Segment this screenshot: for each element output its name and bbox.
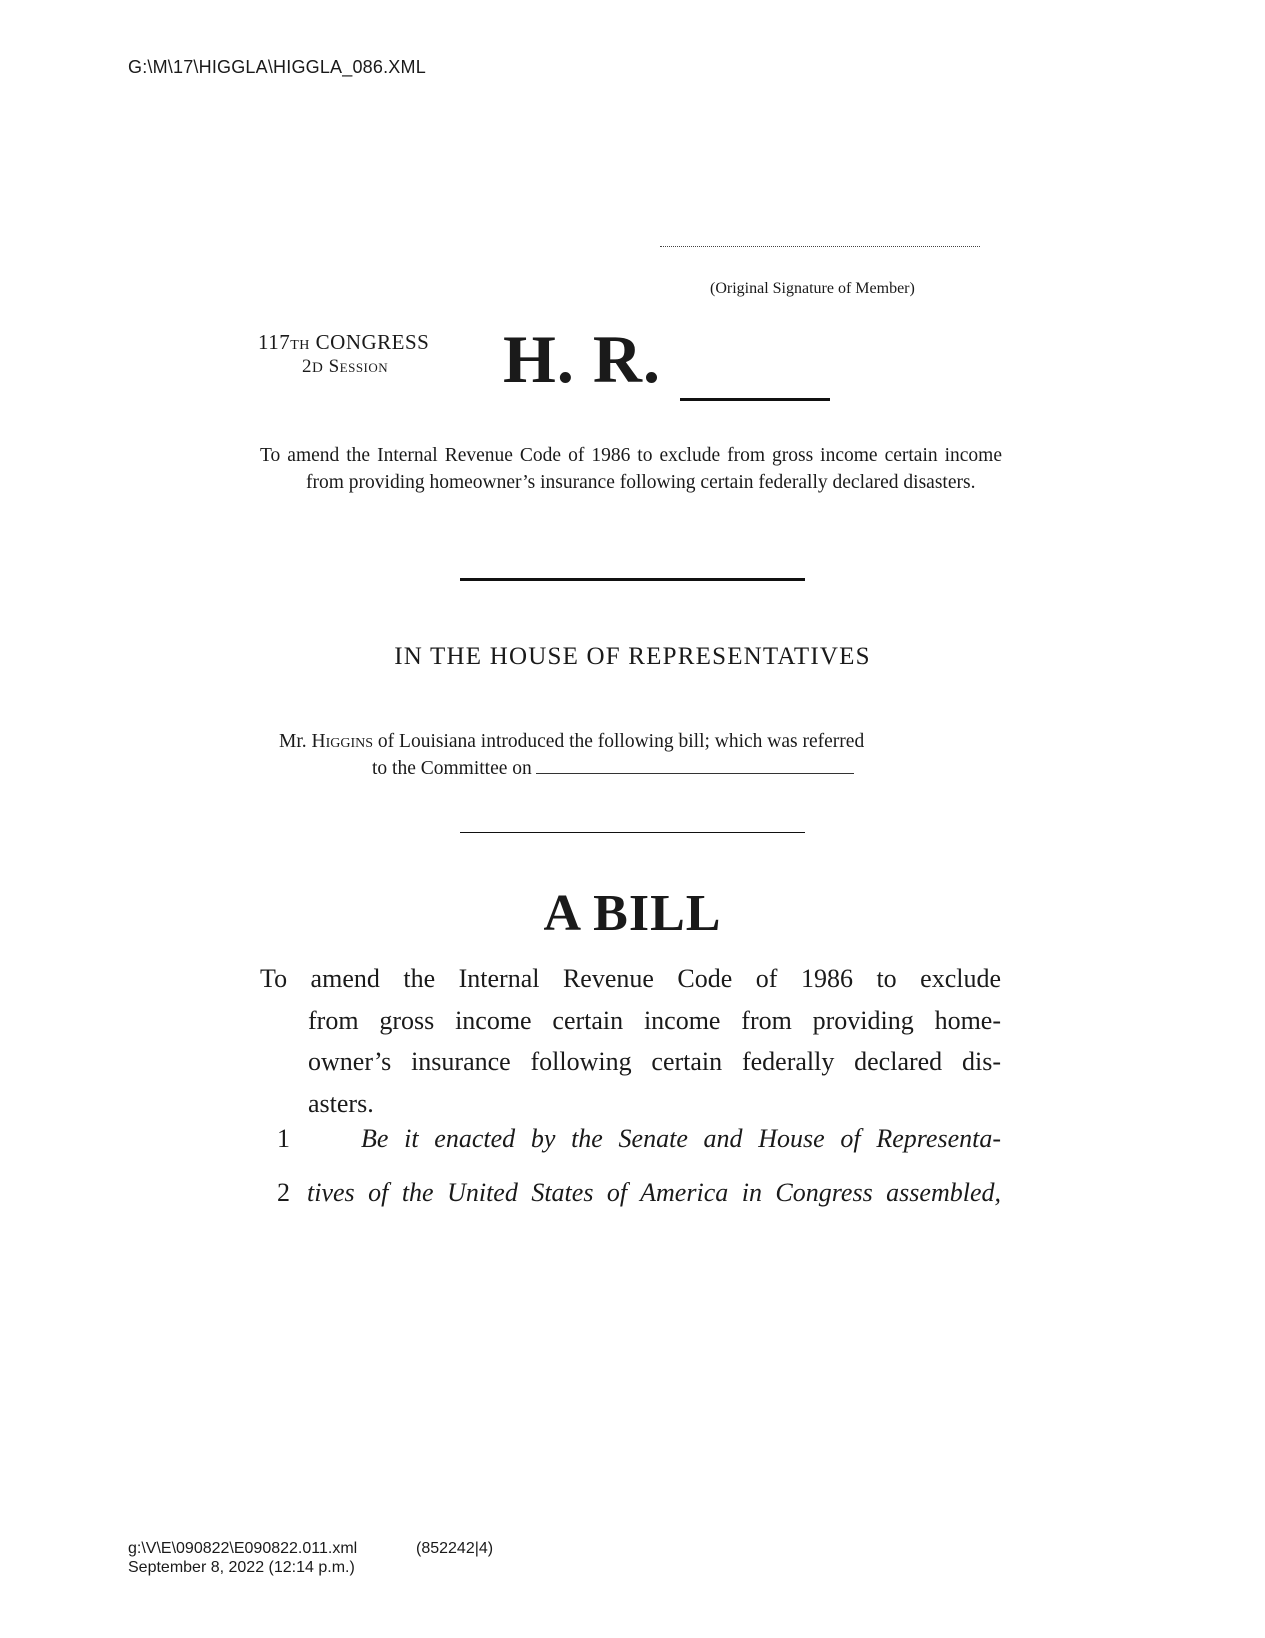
member-name: Higgins	[311, 731, 374, 752]
session-label	[302, 356, 388, 378]
footer-doc-code: (852242|4)	[416, 1540, 494, 1557]
introduction	[279, 728, 985, 782]
signature-line	[660, 246, 980, 247]
long-title-line-4: asters.	[308, 1088, 374, 1118]
divider-rule-bottom	[460, 832, 805, 833]
long-title	[260, 958, 1001, 1124]
divider-rule-top	[460, 578, 805, 581]
session-word: Session	[328, 356, 389, 377]
long-title-line-2: from gross income certain income from providing home-	[308, 1005, 1001, 1035]
enacting-text: Be it enacted by the Senate and House of Representa-	[361, 1124, 1001, 1153]
long-title-line-1: To amend the Internal Revenue Code of 1986 to exclude	[260, 964, 1001, 993]
long-title-line-3: owner’s insurance following certain federally declared dis-	[308, 1047, 1001, 1076]
short-title-line-3: federally declared disasters.	[758, 472, 976, 493]
congress-number: 117	[258, 330, 291, 354]
bill-number-blank	[680, 398, 830, 401]
enacting-text: tives of the United States of America in Congress assembled,	[307, 1178, 1001, 1207]
congress-word: CONGRESS	[315, 330, 430, 354]
line-number: 2	[277, 1178, 290, 1207]
session-suffix: D	[312, 360, 324, 376]
line-number: 1	[277, 1124, 290, 1153]
intro-text-2: to the Committee on	[372, 758, 532, 779]
bill-type: H. R.	[503, 321, 661, 397]
short-title	[260, 442, 1002, 496]
chamber-heading: IN THE HOUSE OF REPRESENTATIVES	[394, 643, 871, 670]
footer-xml-path: g:\V\E\090822\E090822.011.xml	[128, 1540, 358, 1557]
intro-text-1: of Louisiana introduced the following bill; which was referred	[373, 731, 865, 752]
file-path: G:\M\17\HIGGLA\HIGGLA_086.XML	[128, 57, 426, 77]
footer-timestamp: September 8, 2022 (12:14 p.m.)	[128, 1559, 355, 1576]
bill-label: A BILL	[543, 885, 722, 942]
session-number: 2	[302, 356, 312, 377]
intro-prefix: Mr.	[279, 731, 312, 752]
congress-label	[258, 330, 429, 355]
committee-blank	[536, 772, 854, 774]
signature-label: (Original Signature of Member)	[710, 280, 915, 297]
short-title-line-1: To amend the Internal Revenue Code of 1986 to exclude from gross income	[260, 445, 878, 466]
congress-suffix: TH	[290, 338, 310, 353]
short-title-line-2: certain income from providing homeowner’s insurance following certain	[306, 445, 1002, 493]
